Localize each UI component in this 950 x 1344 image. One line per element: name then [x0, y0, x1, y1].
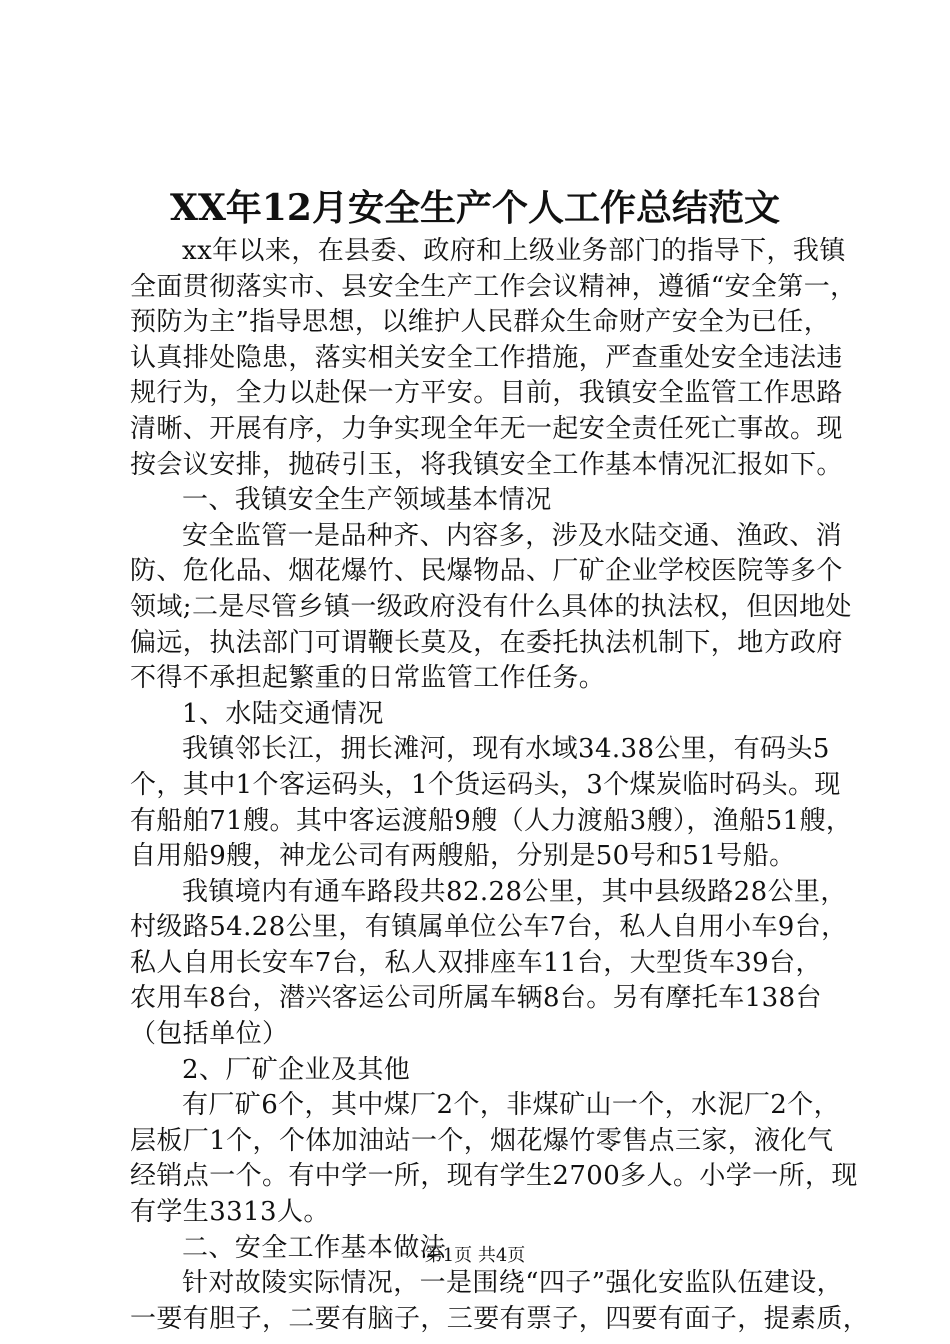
text-line: 农用车8台，潜兴客运公司所属车辆8台。另有摩托车138台	[130, 983, 822, 1014]
subsection-heading: 2、厂矿企业及其他	[182, 1054, 411, 1085]
text-line: 我镇境内有通车路段共82.28公里，其中县级路28公里，	[182, 876, 847, 907]
section-heading: 二、安全工作基本做法	[182, 1232, 447, 1263]
text-line: 领域;二是尽管乡镇一级政府没有什么具体的执法权，但因地处	[130, 591, 852, 622]
page-number-footer: 第1页 共4页	[424, 1245, 526, 1266]
text-line: 按会议安排，抛砖引玉，将我镇安全工作基本情况汇报如下。	[130, 449, 843, 480]
text-line: 认真排处隐患，落实相关安全工作措施，严查重处安全违法违	[130, 342, 843, 373]
text-line: 不得不承担起繁重的日常监管工作任务。	[130, 663, 606, 694]
text-line: 有厂矿6个，其中煤厂2个，非煤矿山一个，水泥厂2个，	[182, 1090, 841, 1121]
text-line: 安全监管一是品种齐、内容多，涉及水陆交通、渔政、消	[182, 520, 843, 551]
text-line: 有学生3313人。	[130, 1197, 330, 1228]
subsection-heading: 1、水陆交通情况	[182, 698, 384, 729]
text-line: 自用船9艘，神龙公司有两艘船，分别是50号和51号船。	[130, 841, 796, 872]
text-line: 预防为主”指导思想，以维护人民群众生命财产安全为已任，	[130, 307, 831, 338]
text-line: 经销点一个。有中学一所，现有学生2700多人。小学一所，现	[130, 1161, 858, 1192]
text-line: 针对故陵实际情况，一是围绕“四子”强化安监队伍建设，	[182, 1268, 843, 1299]
text-line: 全面贯彻落实市、县安全生产工作会议精神，遵循“安全第一，	[130, 271, 857, 302]
document-title: XX年12月安全生产个人工作总结范文	[170, 187, 780, 229]
text-line: 防、危化品、烟花爆竹、民爆物品、厂矿企业学校医院等多个	[130, 556, 843, 587]
text-line: （包括单位）	[130, 1019, 289, 1050]
section-heading: 一、我镇安全生产领域基本情况	[182, 485, 552, 516]
text-line: 我镇邻长江，拥长滩河，现有水域34.38公里，有码头5	[182, 734, 830, 765]
text-line: 规行为，全力以赴保一方平安。目前，我镇安全监管工作思路	[130, 378, 843, 409]
document-body	[130, 234, 870, 1337]
text-line: xx年以来，在县委、政府和上级业务部门的指导下，我镇	[182, 236, 846, 266]
text-line: 个，其中1个客运码头，1个货运码头，3个煤炭临时码头。现	[130, 769, 841, 800]
text-line: 有船舶71艘。其中客运渡船9艘（人力渡船3艘），渔船51艘，	[130, 805, 853, 836]
text-line: 偏远，执法部门可谓鞭长莫及，在委托执法机制下，地方政府	[130, 627, 843, 658]
text-line: 村级路54.28公里，有镇属单位公车7台，私人自用小车9台，	[130, 912, 848, 943]
text-line: 清晰、开展有序，力争实现全年无一起安全责任死亡事故。现	[130, 413, 843, 444]
text-line: 私人自用长安车7台，私人双排座车11台，大型货车39台，	[130, 947, 822, 978]
text-line: 层板厂1个，个体加油站一个，烟花爆竹零售点三家，液化气	[130, 1125, 834, 1156]
text-line: 一要有胆子，二要有脑子，三要有票子，四要有面子，提素质，	[130, 1303, 870, 1334]
